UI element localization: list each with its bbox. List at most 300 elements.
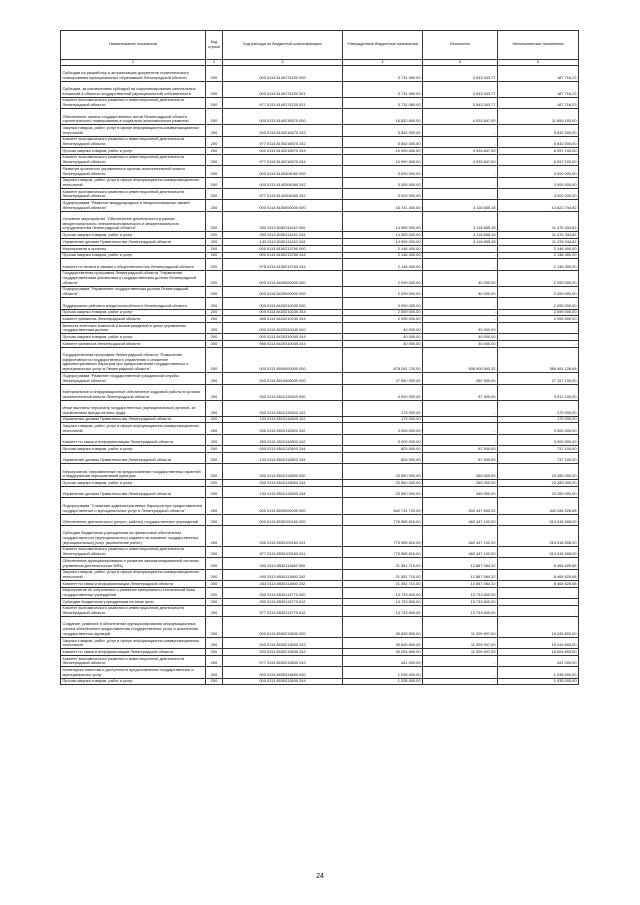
row-unexecuted: 737 100,00 (498, 452, 579, 463)
row-approved: 3 000 000,00 (343, 188, 423, 199)
row-name: Государственная программа Ленинградской области "Управление государственными финансами и государственным долгом Ленинградской области" (61, 270, 206, 286)
row-approved: 40 000,00 (343, 322, 423, 333)
row-executed: 40 000,00 (423, 322, 498, 333)
row-line-code: 200 (206, 434, 223, 445)
row-name: Поддержание рейтинга кредитоспособности Ленинградской области (61, 298, 206, 309)
row-budget-code: 253 0113 8530111660 242 (223, 580, 343, 587)
row-budget-code: 000 0113 8530313600 000 (223, 667, 343, 678)
row-approved: 23 550 000,00 (343, 464, 423, 480)
row-line-code: 200 (206, 423, 223, 434)
row-budget-code: 000 0113 8140216570 242 (223, 125, 343, 136)
row-budget-code: 977 0113 8140216570 242 (223, 136, 343, 147)
table-row (61, 525, 579, 546)
row-budget-code: 133 0113 8510113550 244 (223, 487, 343, 498)
column-number: 5 (423, 59, 498, 65)
row-line-code: 200 (206, 81, 223, 97)
row-executed: 462 447 102,00 (423, 546, 498, 557)
row-budget-code: 253 0113 8510112600 242 (223, 434, 343, 445)
table-row (61, 446, 579, 453)
row-unexecuted: 23 285 000,00 (498, 487, 579, 498)
row-budget-code: 000 0113 8140174220 521 (223, 81, 343, 97)
table-row (61, 309, 579, 316)
row-budget-code: 000 0113 8500000000 000 (223, 347, 343, 373)
row-executed: 3 118 655,18 (423, 211, 498, 232)
row-executed: - (423, 188, 498, 199)
row-unexecuted: 2 146 400,00 (498, 259, 579, 270)
row-approved: 5 842 000,00 (343, 136, 423, 147)
table-row (61, 569, 579, 580)
row-budget-code: 985 0113 8420210030 244 (223, 316, 343, 323)
row-line-code: 200 (206, 125, 223, 136)
row-name: Субсидии бюджетным учреждениям на финансовое обеспечение государственного (муниципального) задания на оказание государственных (муниципальных) услуг (выполнение работ) (61, 525, 206, 546)
column-number: 4 (343, 59, 423, 65)
row-budget-code: 000 0113 8420210030 000 (223, 298, 343, 309)
row-line-code: 200 (206, 259, 223, 270)
row-unexecuted: 2 059 000,00 (498, 298, 579, 309)
row-budget-code: 000 0113 8510112600 000 (223, 384, 343, 400)
row-budget-code: 000 0113 8530100160 611 (223, 525, 343, 546)
row-executed: 40 000,00 (423, 334, 498, 341)
table-row (61, 416, 579, 423)
row-name: Закупка товаров, работ, услуг в сфере информационно-коммуникационных технологий (61, 177, 206, 188)
row-unexecuted: 6 057 193,00 (498, 154, 579, 165)
row-unexecuted: 175 000,00 (498, 400, 579, 416)
row-approved: 30 645 800,00 (343, 617, 423, 638)
row-budget-code: 000 0113 8150213760 244 (223, 252, 343, 259)
row-budget-code: 000 0113 8510113550 244 (223, 480, 343, 487)
row-unexecuted: 8 464 625,68 (498, 558, 579, 569)
row-unexecuted: 187 716,23 (498, 81, 579, 97)
row-name: Выплата агентских комиссий и вознаграждений в целях управления государственным долгом (61, 322, 206, 333)
row-unexecuted: 2 146 400,00 (498, 252, 579, 259)
row-executed: - (423, 309, 498, 316)
row-unexecuted: 11 899 193,00 (498, 109, 579, 125)
row-name: Развитие проектного управления в органах исполнительной власти Ленинградской области (61, 166, 206, 177)
row-approved: 2 059 000,00 (343, 316, 423, 323)
row-approved: 2 059 000,00 (343, 309, 423, 316)
row-executed: 4 933 647,00 (423, 148, 498, 155)
row-line-code: 200 (206, 211, 223, 232)
row-executed: 12 887 084,32 (423, 569, 498, 580)
row-approved: 16 832 840,00 (343, 109, 423, 125)
row-unexecuted: 313 518 508,00 (498, 525, 579, 546)
row-line-code: 200 (206, 487, 223, 498)
row-unexecuted: 3 000 000,00 (498, 166, 579, 177)
row-unexecuted: 11 476 344,82 (498, 239, 579, 246)
table-row (61, 211, 579, 232)
row-unexecuted: 3 000 000,00 (498, 188, 579, 199)
row-executed: 265 000,00 (423, 487, 498, 498)
header-name: Наименование показателя (61, 31, 206, 60)
row-name: Создание, развитие и обеспечение функционирования информационных систем обеспечения предоставления государственных услуг и исполнения государственных функций (61, 617, 206, 638)
row-line-code: 200 (206, 514, 223, 525)
row-approved: 14 595 000,00 (343, 239, 423, 246)
row-budget-code: 977 0113 8530113770 612 (223, 605, 343, 616)
row-approved: 13 733 600,00 (343, 605, 423, 616)
row-unexecuted: 18 804 893,00 (498, 649, 579, 656)
row-line-code: 200 (206, 200, 223, 211)
row-budget-code: 000 0113 8140304060 242 (223, 177, 343, 188)
row-budget-code: 000 0113 8140216570 244 (223, 148, 343, 155)
row-line-code: 200 (206, 148, 223, 155)
table-row (61, 316, 579, 323)
row-name: Комитет экономического развития и инвестиционной деятельности Ленинградской области (61, 97, 206, 108)
row-unexecuted: - (498, 605, 579, 616)
row-line-code: 200 (206, 309, 223, 316)
row-budget-code: 000 0113 8530113770 000 (223, 587, 343, 598)
row-name: Подпрограмма "Развитие государственной гражданской службы Ленинградской области" (61, 373, 206, 384)
header-line-code: Код строки (206, 31, 223, 60)
row-approved: 825 000,00 (343, 446, 423, 453)
row-unexecuted: 2 059 000,00 (498, 270, 579, 286)
row-approved: 1 035 000,00 (343, 678, 423, 685)
table-row (61, 373, 579, 384)
row-executed: 13 733 600,00 (423, 598, 498, 605)
row-name: Закупка товаров, работ, услуг в сфере информационно-коммуникационных технологий (61, 569, 206, 580)
row-executed: 40 000,00 (423, 340, 498, 347)
row-approved: 3 731 060,00 (343, 81, 423, 97)
row-name: Прочая закупка товаров, работ и услуг (61, 148, 206, 155)
row-line-code: 200 (206, 655, 223, 666)
row-unexecuted: 313 518 508,00 (498, 546, 579, 557)
row-line-code: 200 (206, 65, 223, 81)
row-line-code: 200 (206, 605, 223, 616)
row-approved: 175 000,00 (343, 416, 423, 423)
row-line-code: 200 (206, 580, 223, 587)
row-line-code: 200 (206, 587, 223, 598)
row-name: Прочая закупка товаров, работ и услуг (61, 232, 206, 239)
row-line-code: 200 (206, 480, 223, 487)
row-executed: 3 118 655,18 (423, 239, 498, 246)
row-unexecuted: 737 100,00 (498, 446, 579, 453)
row-line-code: 200 (206, 546, 223, 557)
row-approved: 1 035 000,00 (343, 667, 423, 678)
row-budget-code: 000 0113 8140216570 000 (223, 109, 343, 125)
row-name: Закупка товаров, работ, услуг в сфере информационно-коммуникационных технологий (61, 125, 206, 136)
row-unexecuted: 6 057 193,00 (498, 148, 579, 155)
row-approved: 3 000 000,00 (343, 177, 423, 188)
row-approved: 775 965 610,00 (343, 525, 423, 546)
row-name: Комитет экономического развития и инвестиционной деятельности Ленинградской области (61, 136, 206, 147)
row-budget-code: 000 0113 8530111660 242 (223, 569, 343, 580)
row-line-code: 200 (206, 286, 223, 297)
row-line-code: 200 (206, 188, 223, 199)
row-approved: 21 351 710,00 (343, 580, 423, 587)
row-executed: 11 399 907,00 (423, 637, 498, 648)
row-approved: 30 645 800,00 (343, 637, 423, 648)
table-row (61, 423, 579, 434)
row-unexecuted: 8 464 625,68 (498, 569, 579, 580)
table-row (61, 252, 579, 259)
row-line-code: 200 (206, 252, 223, 259)
row-approved: 13 733 600,00 (343, 587, 423, 598)
row-unexecuted: - (498, 598, 579, 605)
row-executed: 13 733 600,00 (423, 605, 498, 616)
row-approved: 40 000,00 (343, 340, 423, 347)
row-budget-code: 000 0113 8140174220 000 (223, 65, 343, 81)
row-line-code: 200 (206, 340, 223, 347)
row-name: Подпрограмма "Управление государственным долгом Ленинградской области" (61, 286, 206, 297)
table-row (61, 605, 579, 616)
row-line-code: 200 (206, 667, 223, 678)
row-line-code: 200 (206, 97, 223, 108)
row-budget-code: 000 0113 8530213600 000 (223, 617, 343, 638)
row-budget-code: 977 0113 8140174220 521 (223, 97, 343, 108)
row-name: Прочая закупка товаров, работ и услуг (61, 678, 206, 685)
row-line-code: 200 (206, 232, 223, 239)
row-approved: 23 550 000,00 (343, 480, 423, 487)
row-unexecuted: 175 000,00 (498, 416, 579, 423)
row-line-code: 200 (206, 525, 223, 546)
report-sheet (60, 30, 578, 685)
row-unexecuted: 3 000 000,00 (498, 434, 579, 445)
column-number: 2 (206, 59, 223, 65)
row-unexecuted: 3 000 000,00 (498, 423, 579, 434)
row-line-code: 200 (206, 270, 223, 286)
row-budget-code: 000 0113 8150000000 000 (223, 200, 343, 211)
row-unexecuted: - (498, 322, 579, 333)
row-budget-code: 000 0113 8530313600 244 (223, 678, 343, 685)
table-row (61, 667, 579, 678)
row-executed: 87 900,00 (423, 446, 498, 453)
row-executed: 4 933 647,00 (423, 109, 498, 125)
row-approved: 3 000 000,00 (343, 166, 423, 177)
row-name: Прочая закупка товаров, работ и услуг (61, 480, 206, 487)
row-executed: 3 118 655,18 (423, 232, 498, 239)
table-row (61, 177, 579, 188)
row-executed: 87 900,00 (423, 452, 498, 463)
row-executed: - (423, 434, 498, 445)
row-executed: 13 733 600,00 (423, 587, 498, 598)
row-budget-code: 000 0113 8510112600 244 (223, 446, 343, 453)
row-line-code: 200 (206, 649, 223, 656)
row-executed: 265 000,00 (423, 464, 498, 480)
row-unexecuted: 8 464 625,68 (498, 580, 579, 587)
table-row (61, 649, 579, 656)
table-row (61, 334, 579, 341)
row-line-code: 200 (206, 347, 223, 373)
row-name: Субсидии, за исключением субсидий на софинансирование капитальных вложений в объекты государственной (муниципальной) собственности (61, 81, 206, 97)
row-approved: 825 000,00 (343, 452, 423, 463)
row-name: Мониторинг качества и доступности предоставления государственных и муниципальных услуг (61, 667, 206, 678)
table-row (61, 154, 579, 165)
row-budget-code: 000 0113 8530100160 000 (223, 514, 343, 525)
row-line-code: 200 (206, 446, 223, 453)
table-row (61, 232, 579, 239)
row-line-code: 200 (206, 452, 223, 463)
row-executed: 11 399 907,00 (423, 649, 498, 656)
table-row (61, 655, 579, 666)
row-line-code: 200 (206, 384, 223, 400)
table-row (61, 617, 579, 638)
table-row (61, 546, 579, 557)
row-approved: 2 146 400,00 (343, 252, 423, 259)
row-name: Субсидии на разработку и актуализацию документов стратегического планирования муниципальных образований Ленинградской области (61, 65, 206, 81)
row-unexecuted: 187 716,23 (498, 97, 579, 108)
row-budget-code: 000 0113 8420310040 000 (223, 322, 343, 333)
row-approved: 878 281 720,00 (343, 347, 423, 373)
table-row (61, 487, 579, 498)
row-unexecuted: 5 842 000,00 (498, 125, 579, 136)
row-executed: - (423, 400, 498, 416)
table-row (61, 637, 579, 648)
row-name: Прочая закупка товаров, работ и услуг (61, 446, 206, 453)
row-line-code: 200 (206, 239, 223, 246)
row-budget-code: 000 0113 8420000000 000 (223, 286, 343, 297)
row-approved: 23 550 000,00 (343, 487, 423, 498)
row-name: Комитет финансов Ленинградской области (61, 316, 206, 323)
row-name: Субсидии бюджетным учреждениям на иные цели (61, 598, 206, 605)
row-approved: 27 550 000,00 (343, 373, 423, 384)
row-approved: 2 146 400,00 (343, 259, 423, 270)
row-unexecuted: 11 476 344,82 (498, 211, 579, 232)
row-executed: 3 118 655,18 (423, 200, 498, 211)
row-unexecuted: 369 481 126,68 (498, 347, 579, 373)
row-budget-code: 000 0113 8420310040 244 (223, 334, 343, 341)
row-executed: 462 447 102,00 (423, 514, 498, 525)
row-budget-code: 000 0113 8530111660 000 (223, 558, 343, 569)
row-executed: - (423, 667, 498, 678)
row-budget-code: 000 0113 8150213760 000 (223, 245, 343, 252)
row-executed: 12 887 084,32 (423, 558, 498, 569)
row-line-code: 200 (206, 154, 223, 165)
row-name: Мероприятия, направленные на предоставление государственных гарантий и поддержание корпоративной культуры (61, 464, 206, 480)
row-executed: - (423, 298, 498, 309)
row-budget-code: 000 0113 8140304060 000 (223, 166, 343, 177)
row-approved: 3 731 060,00 (343, 97, 423, 108)
row-approved: 4 000 000,00 (343, 384, 423, 400)
row-name: Управление делами Правительства Ленинградской области (61, 452, 206, 463)
row-budget-code: 000 0113 8530000000 000 (223, 498, 343, 514)
row-approved: 21 351 710,00 (343, 558, 423, 569)
row-name: Мероприятия по сохранению и развитию материально-технической базы государственных учреждений (61, 587, 206, 598)
table-row (61, 136, 579, 147)
row-budget-code: 000 0113 8530213600 242 (223, 637, 343, 648)
row-unexecuted: 313 518 508,00 (498, 514, 579, 525)
row-unexecuted: 441 000,00 (498, 655, 579, 666)
row-line-code: 200 (206, 322, 223, 333)
row-budget-code: 000 0113 8510113550 000 (223, 464, 343, 480)
header-executed: Исполнено (423, 31, 498, 60)
row-executed: 3 543 343,77 (423, 97, 498, 108)
row-budget-code: 133 0113 8510112600 122 (223, 416, 343, 423)
row-name: Комитет экономического развития и инвестиционной деятельности Ленинградской области (61, 546, 206, 557)
row-name: Материальное и информационное обеспечение кадровой работы в органах исполнительной власти Ленинградской области (61, 384, 206, 400)
table-row (61, 200, 579, 211)
row-name: Подпрограмма "Снижение административных барьеров при предоставлении государственных и муниципальных услуг в Ленинградской области" (61, 498, 206, 514)
row-unexecuted: 3 000 000,00 (498, 177, 579, 188)
row-line-code: 200 (206, 598, 223, 605)
table-row (61, 400, 579, 416)
row-budget-code: 977 0113 8140216570 244 (223, 154, 343, 165)
row-name: Комитет экономического развития и инвестиционной деятельности Ленинградской области (61, 655, 206, 666)
row-executed: - (423, 166, 498, 177)
table-header (61, 31, 579, 60)
row-name: Комитет экономического развития и инвестиционной деятельности Ленинградской области (61, 605, 206, 616)
row-name: Подпрограмма "Развитие международных и межрегиональных связей Ленинградской области" (61, 200, 206, 211)
row-approved: 775 965 610,00 (343, 546, 423, 557)
row-budget-code: 000 0113 8510112600 242 (223, 423, 343, 434)
row-budget-code: 000 0113 8150111240 244 (223, 232, 343, 239)
row-approved: 2 059 000,00 (343, 298, 423, 309)
row-executed: - (423, 423, 498, 434)
row-budget-code: 977 0113 8530213600 242 (223, 655, 343, 666)
row-line-code: 200 (206, 617, 223, 638)
row-name: Комитет финансов Ленинградской области (61, 340, 206, 347)
row-executed: - (423, 245, 498, 252)
page-number: 24 (316, 873, 324, 880)
row-approved: 5 842 000,00 (343, 125, 423, 136)
row-name: Закупка товаров, работ, услуг в сфере информационно-коммуникационных технологий (61, 637, 206, 648)
table-row (61, 245, 579, 252)
row-budget-code: 253 0113 8530213600 242 (223, 649, 343, 656)
expenditure-table (60, 30, 579, 685)
row-approved: 13 733 600,00 (343, 598, 423, 605)
table-row (61, 97, 579, 108)
row-line-code: 200 (206, 416, 223, 423)
row-budget-code: 000 0113 8510000000 000 (223, 373, 343, 384)
row-executed: - (423, 655, 498, 666)
header-budget-code: Код расхода по бюджетной классификации (223, 31, 343, 60)
table-row (61, 109, 579, 125)
row-executed: 265 000,00 (423, 480, 498, 487)
row-approved: 3 000 000,00 (343, 423, 423, 434)
row-unexecuted: 1 035 000,00 (498, 667, 579, 678)
row-line-code: 200 (206, 678, 223, 685)
row-approved: 2 099 000,00 (343, 286, 423, 297)
row-approved: 30 204 800,00 (343, 649, 423, 656)
row-budget-code: 000 0113 8530113770 612 (223, 598, 343, 605)
row-unexecuted: 2 059 000,00 (498, 316, 579, 323)
table-row (61, 298, 579, 309)
row-executed: 40 000,00 (423, 286, 498, 297)
row-unexecuted: 2 146 400,00 (498, 245, 579, 252)
table-row (61, 259, 579, 270)
row-executed: - (423, 316, 498, 323)
row-name: Обеспечение деятельности (услуги, работы) государственных учреждений (61, 514, 206, 525)
table-row (61, 148, 579, 155)
row-executed: - (423, 259, 498, 270)
row-line-code: 200 (206, 558, 223, 569)
row-name: Комитет по печати и связям с общественностью Ленинградской области (61, 259, 206, 270)
table-row (61, 286, 579, 297)
column-number: 1 (61, 59, 206, 65)
row-approved: 3 731 060,00 (343, 65, 423, 81)
row-executed: 4 933 647,00 (423, 154, 498, 165)
row-unexecuted: 2 059 000,00 (498, 309, 579, 316)
row-line-code: 200 (206, 498, 223, 514)
row-line-code: 200 (206, 177, 223, 188)
row-executed: 462 447 102,00 (423, 525, 498, 546)
row-executed: - (423, 177, 498, 188)
row-approved: 14 595 000,00 (343, 211, 423, 232)
row-executed: 508 900 593,32 (423, 347, 498, 373)
table-row (61, 558, 579, 569)
row-approved: 3 000 000,00 (343, 434, 423, 445)
row-line-code: 200 (206, 637, 223, 648)
table-row (61, 65, 579, 81)
row-executed: 3 543 343,77 (423, 65, 498, 81)
table-row (61, 322, 579, 333)
row-name: Комитет экономического развития и инвестиционной деятельности Ленинградской области (61, 154, 206, 165)
row-unexecuted: 187 716,23 (498, 65, 579, 81)
row-name: Комитет по связи и информатизации Ленинградской области (61, 649, 206, 656)
row-approved: 441 000,00 (343, 655, 423, 666)
row-budget-code: 133 0113 8510112600 244 (223, 452, 343, 463)
row-executed: 12 887 084,32 (423, 580, 498, 587)
row-approved: 16 741 400,00 (343, 200, 423, 211)
row-approved: 21 351 710,00 (343, 569, 423, 580)
